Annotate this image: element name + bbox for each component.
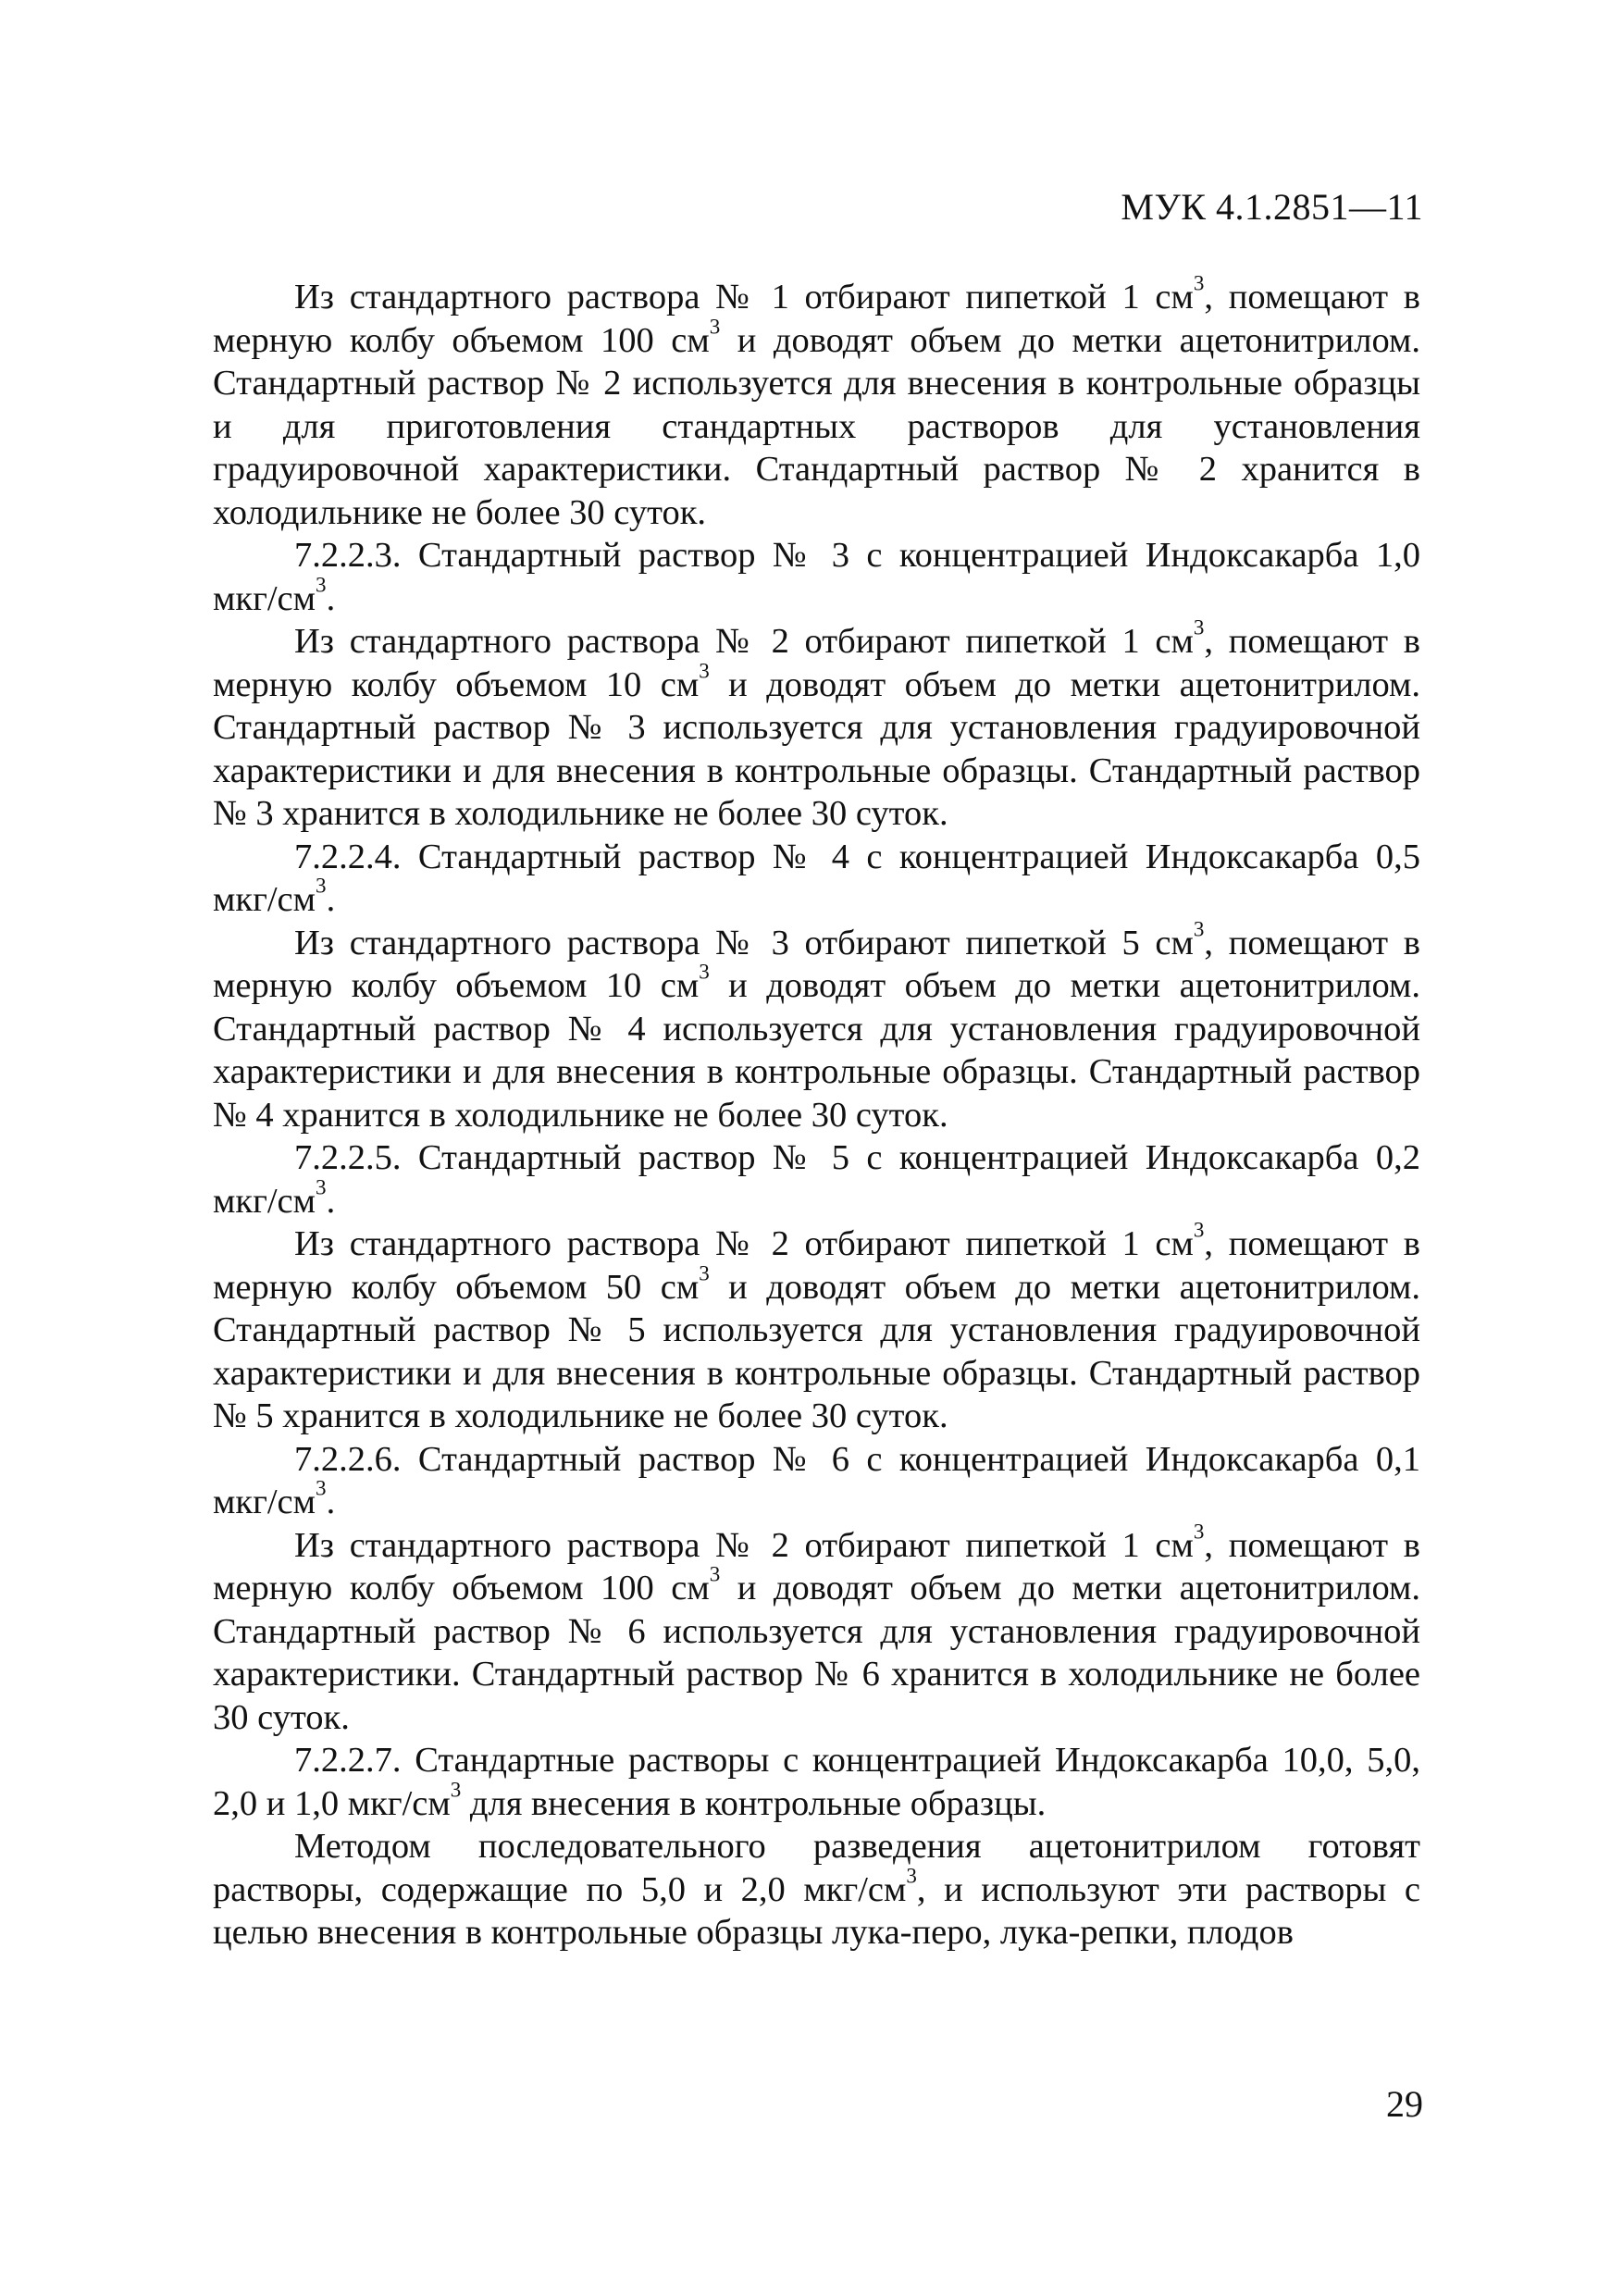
text-run: , помещают в мерную колбу объемом 50 см xyxy=(213,1224,1420,1307)
page-number: 29 xyxy=(1386,2083,1423,2125)
text-run: для внесения в контрольные образцы. xyxy=(461,1783,1047,1823)
superscript: 3 xyxy=(906,1862,917,1887)
text-run: . xyxy=(326,880,336,919)
paragraph xyxy=(213,1217,1421,1438)
text-run: и доводят объем до метки ацетонитрилом. Стандартный раствор № 3 используется для установления градуировочной характеристики и для внесения в контрольные образцы. Стандартный раствор № 3 хранится в холодильнике не более 30 суток. xyxy=(213,664,1421,833)
text-run: . xyxy=(326,1483,336,1521)
text-run: Из стандартного раствора № 3 отбирают пипеткой 5 см xyxy=(294,923,1194,962)
document-body xyxy=(213,270,1421,1955)
text-run: 7.2.2.3. Стандартный раствор № 3 с концентрацией Индоксакарба 1,0 мкг/см xyxy=(213,536,1420,618)
text-run: , помещают в мерную колбу объемом 10 см xyxy=(213,622,1420,704)
paragraph xyxy=(213,836,1420,922)
text-run: , и используют эти растворы с целью внесения в контрольные образцы лука-перо, лука-репки, плодов xyxy=(213,1869,1420,1952)
superscript: 3 xyxy=(1193,1217,1205,1242)
paragraph xyxy=(213,1438,1420,1524)
text-run: 7.2.2.6. Стандартный раствор № 6 с концентрацией Индоксакарба 0,1 мкг/см xyxy=(213,1439,1420,1521)
superscript: 3 xyxy=(316,571,327,596)
superscript: 3 xyxy=(709,313,721,338)
text-run: 7.2.2.4. Стандартный раствор № 4 с концентрацией Индоксакарба 0,5 мкг/см xyxy=(213,837,1420,919)
paragraph xyxy=(213,915,1421,1137)
text-run: , помещают в мерную колбу объемом 10 см xyxy=(213,923,1420,1005)
superscript: 3 xyxy=(450,1776,462,1801)
paragraph xyxy=(213,614,1421,836)
superscript: 3 xyxy=(699,657,710,682)
superscript: 3 xyxy=(316,1475,327,1500)
document-code: МУК 4.1.2851—11 xyxy=(1121,186,1423,228)
text-run: Из стандартного раствора № 2 отбирают пипеткой 1 см xyxy=(294,1224,1194,1263)
superscript: 3 xyxy=(316,873,327,898)
paragraph xyxy=(213,1825,1420,1955)
text-run: Из стандартного раствора № 2 отбирают пипеткой 1 см xyxy=(294,622,1194,661)
superscript: 3 xyxy=(699,1260,710,1285)
superscript: 3 xyxy=(699,959,710,984)
paragraph xyxy=(213,1518,1421,1740)
text-run: 7.2.2.5. Стандартный раствор № 5 с концентрацией Индоксакарба 0,2 мкг/см xyxy=(213,1138,1420,1221)
text-run: . xyxy=(326,1181,336,1221)
text-run: 7.2.2.7. Стандартные растворы с концентрацией Индоксакарба 10,0, 5,0, 2,0 и 1,0 мкг/см xyxy=(213,1741,1420,1823)
superscript: 3 xyxy=(709,1561,721,1586)
text-run: Из стандартного раствора № 1 отбирают пипеткой 1 см xyxy=(294,278,1194,316)
text-run: и доводят объем до метки ацетонитрилом. Стандартный раствор № 5 используется для установления градуировочной характеристики и для внесения в контрольные образцы. Стандартный раствор № 5 хранится в холодильнике не более 30 суток. xyxy=(213,1267,1421,1435)
superscript: 3 xyxy=(1193,614,1205,639)
superscript: 3 xyxy=(1193,915,1205,940)
superscript: 3 xyxy=(316,1173,327,1198)
paragraph xyxy=(213,1136,1420,1222)
paragraph xyxy=(213,270,1421,534)
text-run: , помещают в мерную колбу объемом 100 см xyxy=(213,1525,1420,1607)
superscript: 3 xyxy=(1193,1518,1205,1543)
paragraph xyxy=(213,1739,1420,1825)
text-run: Методом последовательного разведения ацетонитрилом готовят растворы, содержащие по 5,0 и 2,0 мкг/см xyxy=(213,1827,1420,1909)
text-run: и доводят объем до метки ацетонитрилом. Стандартный раствор № 4 используется для установления градуировочной характеристики и для внесения в контрольные образцы. Стандартный раствор № 4 хранится в холодильнике не более 30 суток. xyxy=(213,966,1421,1135)
paragraph xyxy=(213,534,1420,620)
text-run: и доводят объем до метки ацетонитрилом. Стандартный раствор № 6 используется для установления градуировочной характеристики. Стандартный раствор № 6 хранится в холодильнике не более 30 суток. xyxy=(213,1569,1421,1737)
text-run: Из стандартного раствора № 2 отбирают пипеткой 1 см xyxy=(294,1525,1194,1565)
superscript: 3 xyxy=(1193,270,1205,295)
text-run: и доводят объем до метки ацетонитрилом. Стандартный раствор № 2 используется для внесения в контрольные образцы и для приготовления стандартных растворов для установления градуировочной характеристики. Стандартный раствор № 2 хранится в холодильнике не более 30 суток. xyxy=(213,320,1421,532)
text-run: . xyxy=(326,578,336,618)
text-run: , помещают в мерную колбу объемом 100 см xyxy=(213,278,1420,360)
